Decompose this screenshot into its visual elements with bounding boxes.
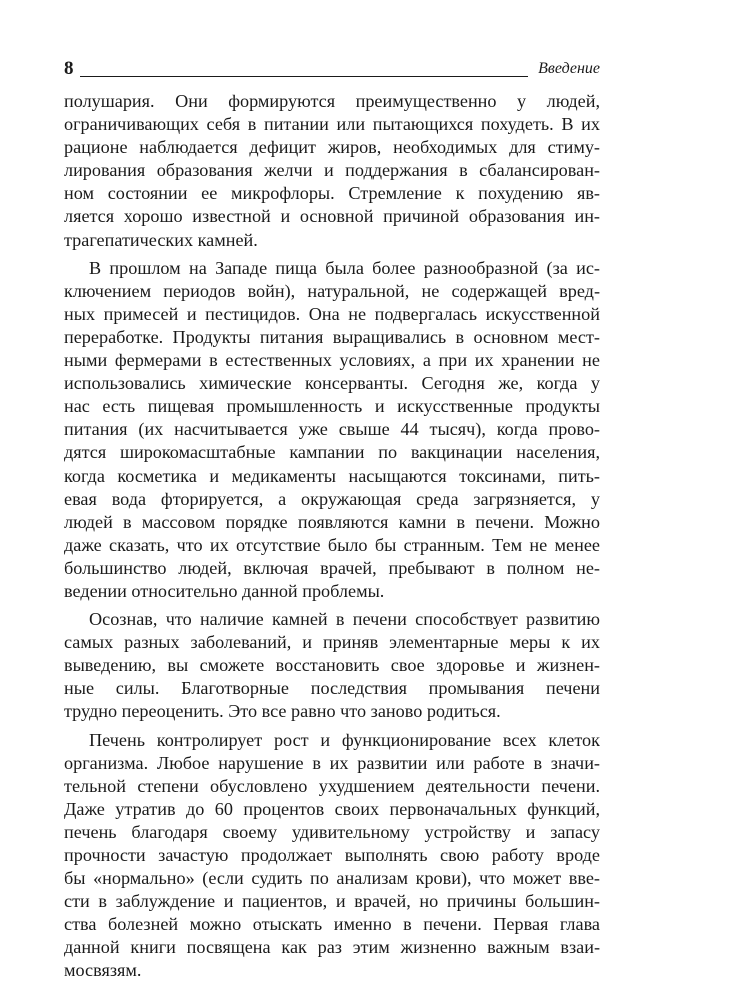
text-line: даже сказать, что их отсутствие было бы странным. Тем не менее [64, 534, 600, 555]
running-title: Введение [538, 60, 600, 77]
text-line: данной книги посвящена как раз этим жизненно важным взаи- [64, 937, 600, 958]
text-line: организма. Любое нарушение в их развитии или работе в значи- [64, 752, 600, 773]
text-line: ных примесей и пестицидов. Она не подвергалась искусственной [64, 303, 600, 324]
header-rule [80, 76, 528, 77]
text-line: ляется хорошо известной и основной причиной образования ин- [64, 206, 600, 227]
paragraph [64, 257, 600, 603]
text-line: мосвязям. [64, 960, 142, 981]
text-line: Даже утратив до 60 процентов своих первоначальных функций, [64, 798, 600, 819]
text-line: сти в заблуждение и пациентов, и врачей, но причины большин- [64, 891, 600, 912]
running-header [64, 58, 600, 80]
text-line: выведению, вы сможете восстановить свое здоровье и жизнен- [64, 655, 600, 676]
text-line: евая вода фторируется, а окружающая среда загрязняется, у [64, 488, 600, 509]
text-line: ными фермерами в естественных условиях, а при их хранении не [64, 350, 600, 371]
text-line: полушария. Они формируются преимущественно у людей, [64, 91, 600, 111]
body-text [64, 90, 600, 983]
paragraph [64, 90, 600, 252]
text-line: лирования образования желчи и поддержания в сбалансирован- [64, 160, 600, 181]
text-line: Печень контролирует рост и функционирование всех клеток [89, 729, 600, 750]
page-number: 8 [64, 58, 74, 79]
paragraph [64, 729, 600, 983]
text-line: ства болезней можно отыскать именно в печени. Первая глава [64, 914, 600, 935]
text-line: использовались химические консерванты. Сегодня же, когда у [64, 373, 600, 394]
text-line: ном состоянии ее микрофлоры. Стремление к похудению яв- [64, 183, 600, 204]
text-line: В прошлом на Западе пища была более разнообразной (за ис- [89, 257, 600, 278]
text-line: ключением периодов войн), натуральной, не содержащей вред- [64, 280, 600, 301]
text-line: питания (их насчитывается уже свыше 44 тысяч), когда прово- [64, 419, 600, 440]
text-line: тельной степени обусловлено ухудшением деятельности печени. [64, 775, 600, 796]
paragraph [64, 608, 600, 723]
text-line: переработке. Продукты питания выращивались в основном мест- [64, 326, 600, 347]
text-line: ведении относительно данной проблемы. [64, 580, 385, 601]
text-line: самых разных заболеваний, и приняв элементарные меры к их [64, 632, 600, 653]
text-line: людей в массовом порядке появляются камни в печени. Можно [64, 511, 600, 532]
text-line: дятся широкомасштабные кампании по вакцинации населения, [64, 442, 600, 463]
text-line: печень благодаря своему удивительному устройству и запасу [64, 821, 600, 842]
text-line: большинство людей, включая врачей, пребывают в полном не- [64, 557, 600, 578]
text-line: бы «нормально» (если судить по анализам крови), что может вве- [64, 868, 600, 889]
text-line: рационе наблюдается дефицит жиров, необходимых для стиму- [64, 137, 600, 158]
text-line: нас есть пищевая промышленность и искусственные продукты [64, 396, 600, 417]
text-line: ные силы. Благотворные последствия промывания печени [64, 678, 600, 699]
text-line: трагепатических камней. [64, 229, 258, 250]
text-line: когда косметика и медикаменты насыщаются токсинами, пить- [64, 465, 600, 486]
text-line: прочности зачастую продолжает выполнять свою работу вроде [64, 845, 600, 865]
text-line: ограничивающих себя в питании или пытающихся похудеть. В их [64, 114, 600, 135]
text-line: трудно переоценить. Это все равно что заново родиться. [64, 701, 501, 722]
text-line: Осознав, что наличие камней в печени способствует развитию [89, 609, 600, 630]
